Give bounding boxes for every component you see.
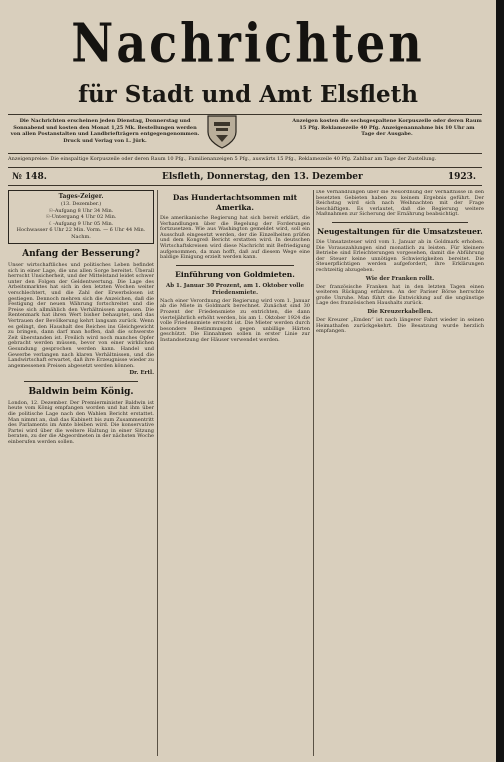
article-subhead: Die Kreuzerkabellen. [367, 308, 433, 315]
article-headline: Das Hundertachtsommen mit Amerika. [172, 193, 298, 212]
article-body: Unser wirtschaftliches und politisches Leben befindet sich in einer Lage, die uns allen Sorge bereitet. Überall herrscht Unsicherheit, und der Mittelstand leidet schwer unter den Folgen der Geldentwertung. Die Lage des Arbeitsmarktes hat sich in den letzten Wochen weiter verschlechtert, und die Zahl der Erwerbslosen ist gestiegen. Dennoch mehren sich die Anzeichen, daß die Festigung der neuen Währung fortschreitet und die Preise sich allmählich den Verhältnissen anpassen. Die Rentenmark hat ihren Wert bisher behauptet, und das Vertrauen der Bevölkerung kehrt langsam zurück. Wenn es gelingt, den Haushalt des Reiches ins Gleichgewicht zu bringen, dann darf man hoffen, daß die schwerste Zeit überstanden ist. Freilich wird noch manches Opfer gebracht werden müssen, bevor von einer wirklichen Gesundung gesprochen werden kann. Handel und Gewerbe verlangen nach klaren Verhältnissen, und die Landwirtschaft erwartet, daß ihre Erzeugnisse wieder zu angemessenen Preisen abgesetzt werden können. [8, 262, 154, 369]
dateline [8, 170, 482, 184]
column-rule [157, 190, 158, 756]
article-body: Nach einer Verordnung der Regierung wird vom 1. Januar ab die Miete in Goldmark berechnet. Zunächst sind 30 Prozent der Friedensmiete zu entrichten, die dann vierteljährlich erhöht werden, bis am 1. Oktober 1924 die volle Friedensmiete erreicht ist. Die Mieter werden durch besondere Bestimmungen gegen unbillige Härten geschützt. Die Einnahmen sollen in erster Linie zur Instandsetzung der Häuser verwendet werden. [160, 297, 310, 343]
article-headline: Einführung von Goldmieten. [175, 269, 295, 279]
calendar-box [8, 190, 154, 244]
article-divider [24, 381, 138, 382]
high-water: Hochwasser 6 Uhr 22 Min. Vorm. — 6 Uhr 44 Min. Nachm. [16, 227, 146, 240]
header-rule-top [8, 114, 482, 115]
header-rule-low [8, 167, 482, 168]
header-advertising-info: Anzeigen kosten die sechsgespaltene Korpuszeile oder deren Raum 15 Pfg. Reklamezeile 40 Pfg. Anzeigenannahme bis 10 Uhr am Tage der Ausgabe. [292, 118, 482, 138]
article-headline: Anfang der Besserung? [22, 249, 140, 259]
sunset: ☉-Untergang 4 Uhr 02 Min. [45, 214, 117, 220]
article-divider [332, 222, 468, 223]
calendar-date: (13. Dezember.) [60, 201, 102, 207]
advertising-prices: Anzeigenpreise: Die einspaltige Korpuszeile oder deren Raum 10 Pfg., Familienanzeigen 5 Pfg., auswärts 15 Pfg., Reklamezeile 40 Pfg. Zahlbar am Tage der Zustellung. [8, 156, 437, 162]
article-subhead: Wie der Franken rollt. [365, 275, 435, 282]
article-headline: Neugestaltungen für die Umsatzsteuer. [317, 226, 483, 236]
column-3 [316, 190, 484, 756]
article-body: London, 12. Dezember. Der Premierminister Baldwin ist heute vom König empfangen worden und hat ihm über die politische Lage nach den Wahlen Bericht erstattet. Man nimmt an, daß das Kabinett bis zum Zusammentritt des Parlaments im Amte bleiben wird. Die konservative Partei wird über die weitere Haltung in einer Sitzung beraten, zu der die Abgeordneten in der nächsten Woche einberufen werden sollen. [8, 399, 154, 446]
masthead-subtitle: für Stadt und Amt Elsfleth [78, 81, 418, 108]
dateline-rule [8, 185, 482, 186]
header-rule-mid [8, 153, 482, 154]
article-body: Der Kreuzer „Emden“ ist nach längerer Fahrt wieder in seinen Heimathafen zurückgekehrt. Die Besatzung wurde herzlich empfangen. [316, 316, 484, 335]
town-crest-icon [206, 114, 238, 150]
article-subhead: Ab 1. Januar 30 Prozent, am 1. Oktober volle Friedensmiete. [166, 282, 304, 296]
page-edge [496, 0, 504, 762]
article-author: Dr. Ertl. [129, 370, 154, 377]
issue-place-date: Elsfleth, Donnerstag, den 13. Dezember [162, 172, 363, 182]
calendar-title: Tages-Zeiger. [58, 193, 104, 200]
article-body: Der französische Franken hat in den letzten Tagen einen weiteren Rückgang erfahren. An der Pariser Börse herrschte große Unruhe. Man führt die Entwicklung auf die ungünstige Lage des französischen Haushalts zurück. [316, 283, 484, 307]
article-headline: Baldwin beim König. [28, 386, 134, 397]
column-2 [160, 190, 310, 756]
article-divider [176, 265, 294, 266]
header-subscription-info: Die Nachrichten erscheinen jeden Dienstag, Donnerstag und Sonnabend und kosten den Monat 1,25 Mk. Bestellungen werden von allen Postanstalten und Landbriefträgern entgegengenommen. Druck und Verlag von L. Jürk. [10, 118, 200, 145]
article-body: Die amerikanische Regierung hat sich bereit erklärt, die Verhandlungen über die Regelung der Forderungen fortzusetzen. Wie aus Washington gemeldet wird, soll ein Ausschuß eingesetzt werden, der die Einzelheiten prüfen und dem Kongreß Bericht erstatten wird. In deutschen Wirtschaftskreisen wird diese Nachricht mit Befriedigung aufgenommen, da man hofft, daß auf diesem Wege eine baldige Einigung erzielt werden kann. [160, 215, 310, 261]
issue-year: 1923. [447, 172, 476, 182]
moonrise: ☾-Aufgang 9 Uhr 05 Min. [48, 220, 114, 227]
column-1 [8, 190, 154, 756]
masthead-title: Nachrichten [71, 11, 425, 75]
article-body: Die Verhandlungen über die Neuordnung der Verhältnisse in den besetzten Gebieten haben zu keinem Ergebnis geführt. Der Reichstag wird sich nach Weihnachten mit der Frage beschäftigen. Es verlautet, daß die Regierung weitere Maßnahmen zur Sicherung der Ernährung beabsichtigt. [316, 190, 484, 218]
article-body: Die Umsatzsteuer wird vom 1. Januar ab in Goldmark erhoben. Die Vorauszahlungen sind monatlich zu leisten. Für kleinere Betriebe sind Erleichterungen vorgesehen, damit die Abführung der Steuer keine unnötigen Schwierigkeiten bereitet. Die Steuerpflichtigen werden aufgefordert, ihre Erklärungen rechtzeitig abzugeben. [316, 238, 484, 273]
column-rule [313, 190, 314, 756]
sunrise: ☉-Aufgang 8 Uhr 34 Min. [48, 207, 114, 214]
issue-number: № 148. [12, 172, 47, 182]
